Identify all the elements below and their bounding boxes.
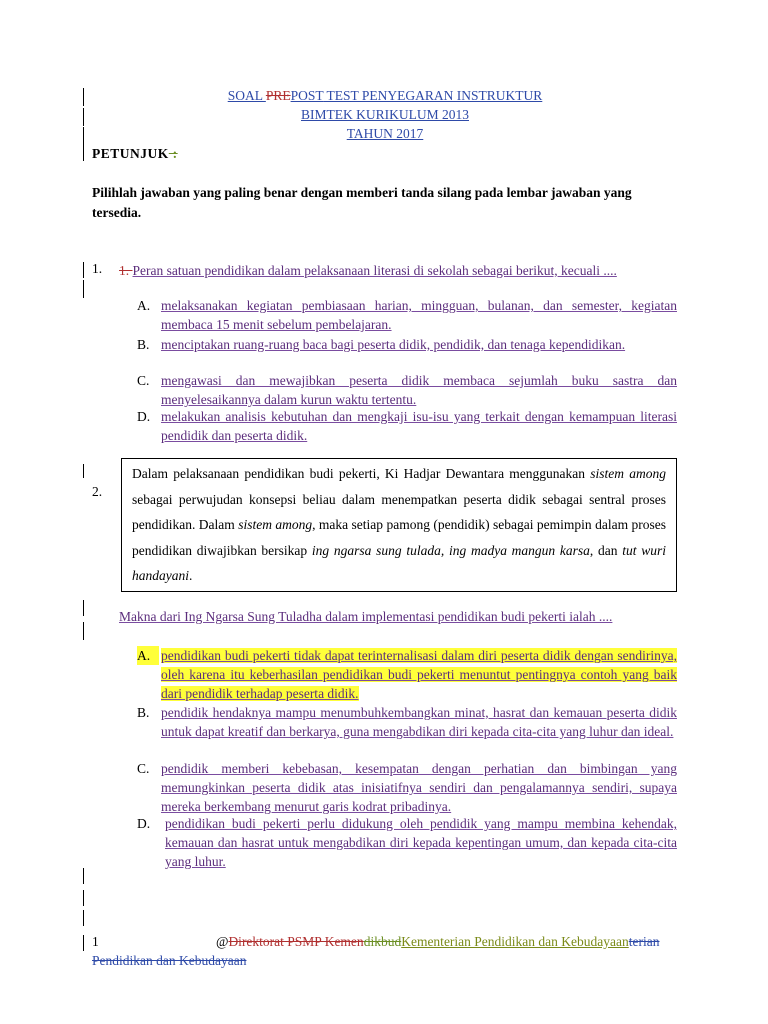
- instruction-text: Pilihlah jawaban yang paling benar dengan memberi tanda silang pada lembar jawaban yang tersedia.: [92, 185, 632, 220]
- answer-option[interactable]: [137, 296, 677, 334]
- change-bar: [83, 88, 84, 106]
- option-text: melakukan analisis kebutuhan dan mengkaji isu-isu yang terkait dengan kemampuan literasi pendidik dan peserta didik.: [161, 409, 677, 443]
- answer-option[interactable]: [137, 703, 677, 741]
- footer-deleted-text: terian Pendidikan dan Kebudayaan: [92, 934, 660, 968]
- answer-option[interactable]: [137, 371, 677, 409]
- document-subtitle: [90, 105, 680, 124]
- answer-option[interactable]: [137, 759, 677, 816]
- change-bar: [83, 890, 84, 906]
- footer-inserted-text: Kementerian Pendidikan dan Kebudayaan: [401, 934, 629, 949]
- footer-at: @: [216, 934, 229, 949]
- change-bar: [83, 935, 84, 951]
- question-deleted-number: 1.: [119, 263, 133, 278]
- answer-option[interactable]: [137, 335, 677, 354]
- passage-italic: tut wuri handayani: [132, 542, 666, 583]
- option-text: pendidikan budi pekerti tidak dapat terinternalisasi dalam diri peserta didik dengan sendirinya, oleh karena itu keberhasilan pendidikan budi pekerti menuntut pentingnya contoh yang baik dari pendidik terhadap peserta didik.: [161, 648, 677, 701]
- option-label: A.: [137, 646, 159, 665]
- change-bar: [83, 622, 84, 640]
- option-label: C.: [137, 373, 150, 388]
- change-bar: [83, 600, 84, 616]
- title-prefix: SOAL: [227, 88, 266, 103]
- footer-credit: [92, 932, 682, 970]
- reading-passage-box: [121, 458, 677, 592]
- change-bar: [83, 464, 84, 478]
- option-label: D.: [137, 409, 151, 424]
- instruction-label: [92, 144, 178, 163]
- passage-text: sebagai perwujudan konsepsi beliau dalam menempatkan peserta didik sebagai sentral proses pendidikan. Dalam: [132, 491, 666, 532]
- passage-text: , dan: [589, 542, 623, 558]
- option-label: B.: [137, 705, 150, 720]
- instruction-label-text: PETUNJUK: [92, 146, 169, 161]
- passage-italic: ing ngarsa sung tulada, ing madya mangun karsa: [311, 542, 590, 558]
- year-text: TAHUN 2017: [346, 126, 424, 141]
- option-label: B.: [137, 337, 150, 352]
- passage-italic: sistem among: [238, 517, 313, 532]
- title-rest: TEST PENYEGARAN INSTRUKTUR: [323, 88, 543, 103]
- change-bar: [83, 280, 84, 298]
- question-text: [119, 261, 677, 280]
- passage-italic: sistem among: [590, 466, 666, 481]
- option-text: melaksanakan kegiatan pembiasaan harian, mingguan, bulanan, dan semester, kegiatan membaca 15 menit sebelum pembelajaran.: [161, 298, 677, 332]
- title-deleted-text: PRE: [265, 88, 291, 103]
- option-label: D.: [137, 816, 151, 831]
- question-text: [119, 607, 677, 626]
- question-number: 2.: [92, 484, 103, 499]
- change-bar: [83, 108, 84, 126]
- option-text: menciptakan ruang-ruang baca bagi peserta didik, pendidik, dan tenaga kependidikan.: [161, 337, 626, 352]
- passage-text: .: [189, 568, 193, 583]
- answer-option[interactable]: [137, 814, 677, 871]
- option-text: pendidik memberi kebebasan, kesempatan dengan perhatian dan bimbingan yang memungkinkan peserta didik atas inisiatifnya sendiri dan pengalamannya sendiri, supaya mereka berkembang menurut garis kodrat pribadinya.: [161, 761, 677, 814]
- title-inserted-text: POST: [290, 88, 324, 103]
- passage-text: , maka setiap pamong (pendidik) sebagai pemimpin dalam proses pendidikan diwajibkan bersikap: [132, 517, 666, 558]
- change-bar: [83, 145, 84, 161]
- answer-option-selected[interactable]: [137, 646, 677, 703]
- change-bar: [83, 910, 84, 926]
- passage-text: Dalam pelaksanaan pendidikan budi pekerti, Ki Hadjar Dewantara menggunakan: [132, 466, 591, 481]
- question-stem: Peran satuan pendidikan dalam pelaksanaan literasi di sekolah sebagai berikut, kecuali ....: [132, 263, 617, 278]
- answer-option[interactable]: [137, 407, 677, 445]
- question-number: 1.: [92, 261, 103, 276]
- option-text: pendidik hendaknya mampu menumbuhkembangkan minat, hasrat dan kemauan peserta didik untuk dapat kreatif dan berkarya, guna mengabdikan diri kepada cita-cita yang luhur dan ideal.: [161, 705, 677, 739]
- option-text: mengawasi dan mewajibkan peserta didik membaca sejumlah buku sastra dan menyelesaikannya dalam kurun waktu tertentu.: [161, 373, 677, 407]
- change-bar: [83, 127, 84, 145]
- page-number: 1: [92, 934, 99, 949]
- subtitle-text: BIMTEK KURIKULUM 2013: [301, 107, 469, 122]
- option-label: A.: [137, 298, 151, 313]
- change-bar: [83, 868, 84, 884]
- footer-deleted-text: dikbud: [363, 934, 402, 949]
- change-bar: [83, 262, 84, 278]
- document-title: [90, 86, 680, 105]
- instruction-label-deleted: :: [168, 146, 178, 161]
- option-label: C.: [137, 761, 150, 776]
- footer-deleted-text: Direktorat PSMP Kemen: [228, 934, 364, 949]
- question-stem: Makna dari Ing Ngarsa Sung Tuladha dalam implementasi pendidikan budi pekerti ialah ....: [119, 609, 613, 624]
- option-text: pendidikan budi pekerti perlu didukung oleh pendidik yang mampu membina kehendak, kemauan dan hasrat untuk mengabdikan diri kepada kepentingan umum, dan kepada cita-cita yang luhur.: [165, 816, 677, 869]
- document-year: [90, 124, 680, 143]
